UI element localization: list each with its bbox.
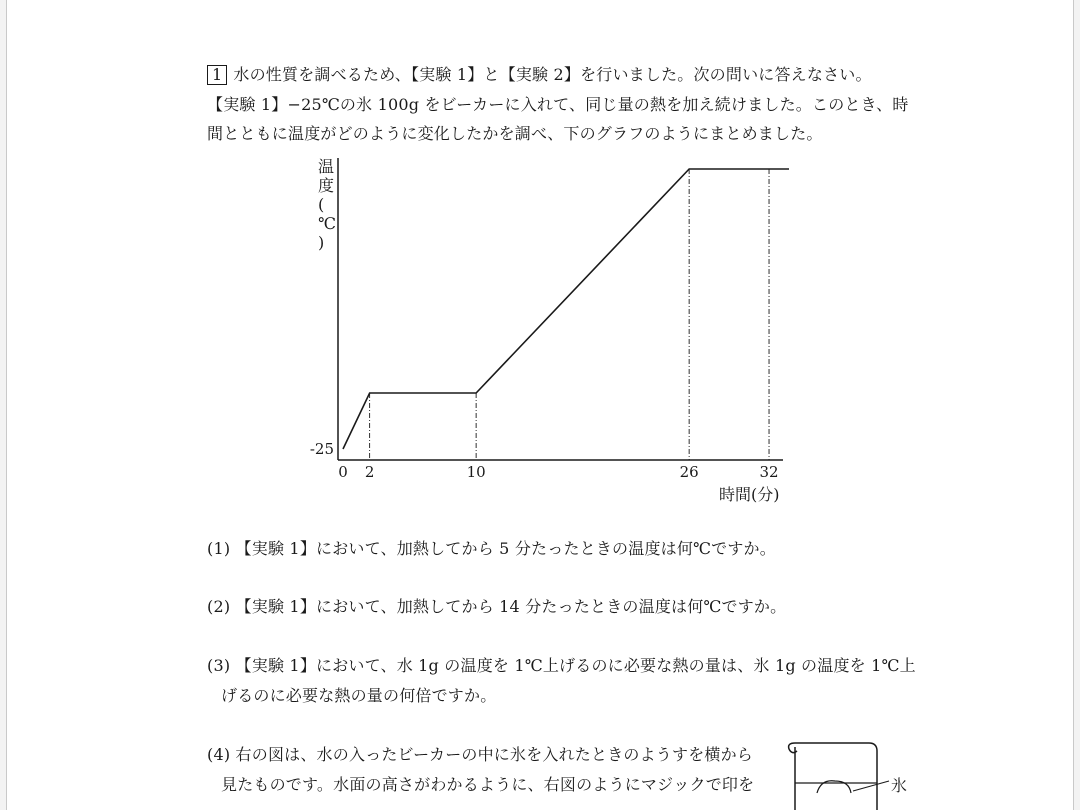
y-tick--25: -25 (309, 440, 334, 458)
ice-label: 氷 (891, 776, 908, 795)
intro-line-3: 間とともに温度がどのように変化したかを調べ、下のグラフのようにまとめました。 (207, 124, 823, 143)
x-tick-10: 10 (466, 463, 486, 481)
question-3-line-2: げるのに必要な熱の量の何倍ですか。 (221, 686, 497, 705)
x-tick-0: 0 (338, 463, 348, 481)
x-tick-2: 2 (364, 463, 375, 481)
x-tick-32: 32 (759, 463, 779, 481)
temperature-chart (7, 0, 1073, 810)
question-4-line-2: 見たものです。水面の高さがわかるように、右図のようにマジックで印を (221, 775, 755, 794)
temperature-line (343, 169, 789, 449)
intro-line-1: 1 水の性質を調べるため、【実験 1】と【実験 2】を行いました。次の問いに答えなさい。 (207, 62, 872, 85)
beaker-outline (789, 743, 877, 810)
question-2: (2) 【実験 1】において、加熱してから 14 分たったときの温度は何℃ですか。 (207, 597, 787, 616)
guide-lines (370, 169, 769, 460)
question-3-line-1: (3) 【実験 1】において、水 1g の温度を 1℃上げるのに必要な熱の量は、氷 1g の温度を 1℃上 (207, 656, 916, 675)
document-page (6, 0, 1074, 810)
x-tick-26: 26 (679, 463, 699, 481)
x-axis-label: 時間(分) (719, 485, 780, 504)
intro-line-2: 【実験 1】−25℃の氷 100g をビーカーに入れて、同じ量の熱を加え続けました。このとき、時 (207, 95, 909, 114)
question-4-line-1: (4) 右の図は、水の入ったビーカーの中に氷を入れたときのようすを横から (207, 745, 753, 764)
question-number-box: 1 (207, 65, 227, 85)
question-1: (1) 【実験 1】において、加熱してから 5 分たったときの温度は何℃ですか。 (207, 539, 776, 558)
y-axis-label: 温度( ℃ ) (318, 157, 336, 252)
beaker-figure (777, 735, 937, 810)
